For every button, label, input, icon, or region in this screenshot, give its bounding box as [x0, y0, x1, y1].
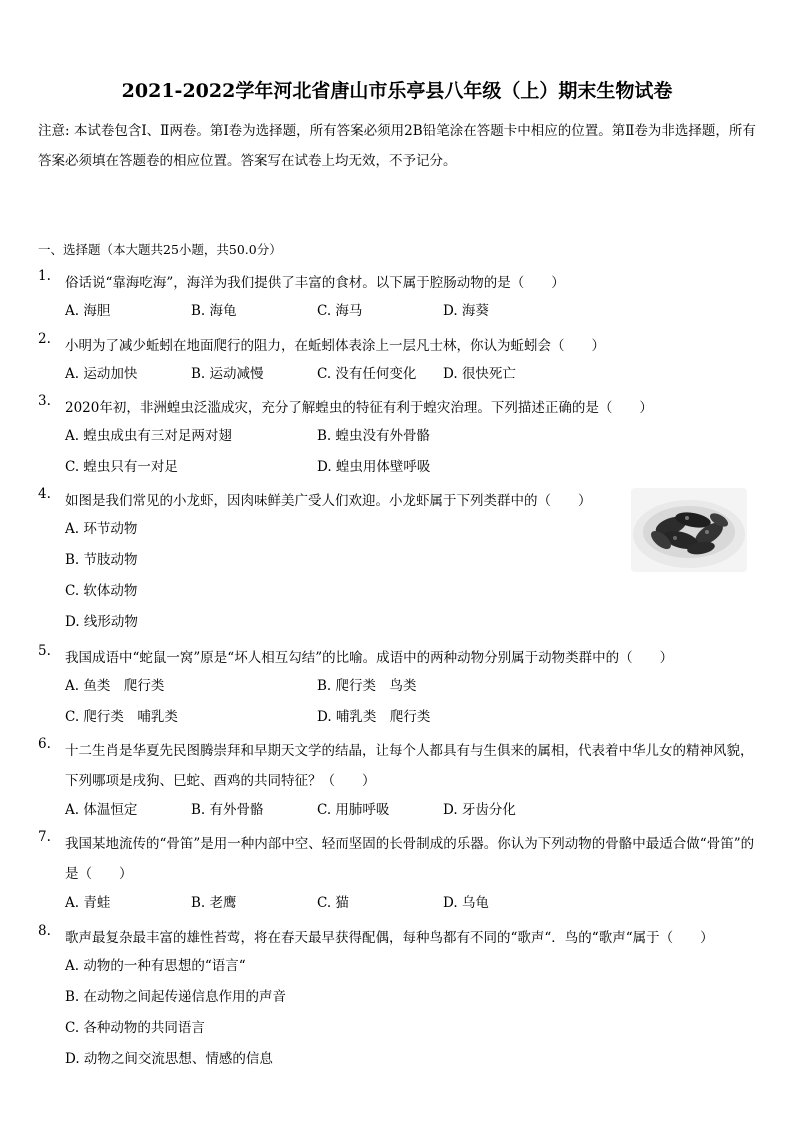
option-c[interactable]: C. 海马 — [317, 303, 363, 319]
question-number: 7. — [38, 829, 51, 845]
option-c[interactable]: C. 没有任何变化 — [317, 366, 417, 382]
option-d[interactable]: D. 蝗虫用体壁呼吸 — [317, 459, 431, 475]
option-d[interactable]: D. 海葵 — [443, 303, 489, 319]
question-number: 6. — [38, 736, 51, 752]
option-c[interactable]: C. 爬行类 哺乳类 — [65, 709, 178, 725]
option-b[interactable]: B. 爬行类 鸟类 — [317, 678, 417, 694]
option-b[interactable]: B. 蝗虫没有外骨骼 — [317, 428, 431, 444]
exam-notice: 注意: 本试卷包含Ⅰ、Ⅱ两卷。第Ⅰ卷为选择题，所有答案必须用2B铅笔涂在答题卡中相应的位置。第Ⅱ卷为非选择题，所有答案必须填在答题卷的相应位置。答案写在试卷上均无效，不予记分。 — [38, 123, 756, 169]
question-stem: 2020年初，非洲蝗虫泛滥成灾，充分了解蝗虫的特征有利于蝗灾治理。下列描述正确的是（ ） — [65, 400, 653, 416]
option-a[interactable]: A. 动物的一种有思想的“语言“ — [65, 958, 246, 974]
question-stem: 俗话说“靠海吃海”，海洋为我们提供了丰富的食材。以下属于腔肠动物的是（ ） — [65, 275, 565, 291]
question-number: 2. — [38, 331, 51, 347]
option-c[interactable]: C. 软体动物 — [65, 583, 138, 599]
option-b[interactable]: B. 节肢动物 — [65, 552, 138, 568]
question-stem: 我国某地流传的“骨笛”是用一种内部中空、轻而坚固的长骨制成的乐器。你认为下列动物的骨骼中最适合做“骨笛”的是（ ） — [65, 836, 755, 882]
option-c[interactable]: C. 各种动物的共同语言 — [65, 1020, 205, 1036]
option-a[interactable]: A. 体温恒定 — [65, 802, 138, 818]
question-number: 3. — [38, 393, 51, 409]
question-stem: 歌声最复杂最丰富的雄性苔莺，将在春天最早获得配偶，每种鸟都有不同的“歌声“．鸟的“歌声“属于（ ） — [65, 930, 714, 946]
question-number: 1. — [38, 268, 51, 284]
option-b[interactable]: B. 海龟 — [191, 303, 237, 319]
option-d[interactable]: D. 很快死亡 — [443, 366, 516, 382]
question-stem: 如图是我们常见的小龙虾，因肉味鲜美广受人们欢迎。小龙虾属于下列类群中的（ ） — [65, 493, 592, 509]
option-a[interactable]: A. 运动加快 — [65, 366, 138, 382]
question-number: 8. — [38, 923, 51, 939]
page-title: 2021-2022学年河北省唐山市乐亭县八年级（上）期末生物试卷 — [121, 80, 673, 102]
question-stem: 小明为了减少蚯蚓在地面爬行的阻力，在蚯蚓体表涂上一层凡士林，你认为蚯蚓会（ ） — [65, 338, 605, 354]
section-heading: 一、选择题（本大题共25小题，共50.0分） — [38, 242, 282, 257]
option-c[interactable]: C. 用肺呼吸 — [317, 802, 390, 818]
option-a[interactable]: A. 海胆 — [65, 303, 111, 319]
option-b[interactable]: B. 在动物之间起传递信息作用的声音 — [65, 989, 287, 1005]
option-d[interactable]: D. 哺乳类 爬行类 — [317, 709, 431, 725]
crayfish-plate-illustration — [631, 488, 747, 572]
option-d[interactable]: D. 动物之间交流思想、情感的信息 — [65, 1051, 273, 1067]
option-c[interactable]: C. 蝗虫只有一对足 — [65, 459, 178, 475]
question-stem: 十二生肖是华夏先民图腾崇拜和早期天文学的结晶，让每个人都具有与生俱来的属相，代表着中华儿女的精神风貌，下列哪项是戌狗、巳蛇、酉鸡的共同特征？（ ） — [65, 743, 754, 789]
option-a[interactable]: A. 鱼类 爬行类 — [65, 678, 165, 694]
option-d[interactable]: D. 线形动物 — [65, 614, 138, 630]
option-d[interactable]: D. 牙齿分化 — [443, 802, 516, 818]
option-a[interactable]: A. 环节动物 — [65, 521, 138, 537]
question-number: 4. — [38, 486, 51, 502]
option-d[interactable]: D. 乌龟 — [443, 895, 489, 911]
option-c[interactable]: C. 猫 — [317, 895, 349, 911]
option-b[interactable]: B. 运动减慢 — [191, 366, 264, 382]
option-b[interactable]: B. 老鹰 — [191, 895, 237, 911]
option-a[interactable]: A. 青蛙 — [65, 895, 111, 911]
option-b[interactable]: B. 有外骨骼 — [191, 802, 264, 818]
crayfish-image — [631, 488, 747, 572]
option-a[interactable]: A. 蝗虫成虫有三对足两对翅 — [65, 428, 232, 444]
question-stem: 我国成语中“蛇鼠一窝”原是“坏人相互勾结”的比喻。成语中的两种动物分别属于动物类群中的（ ） — [65, 650, 674, 666]
question-number: 5. — [38, 643, 51, 659]
